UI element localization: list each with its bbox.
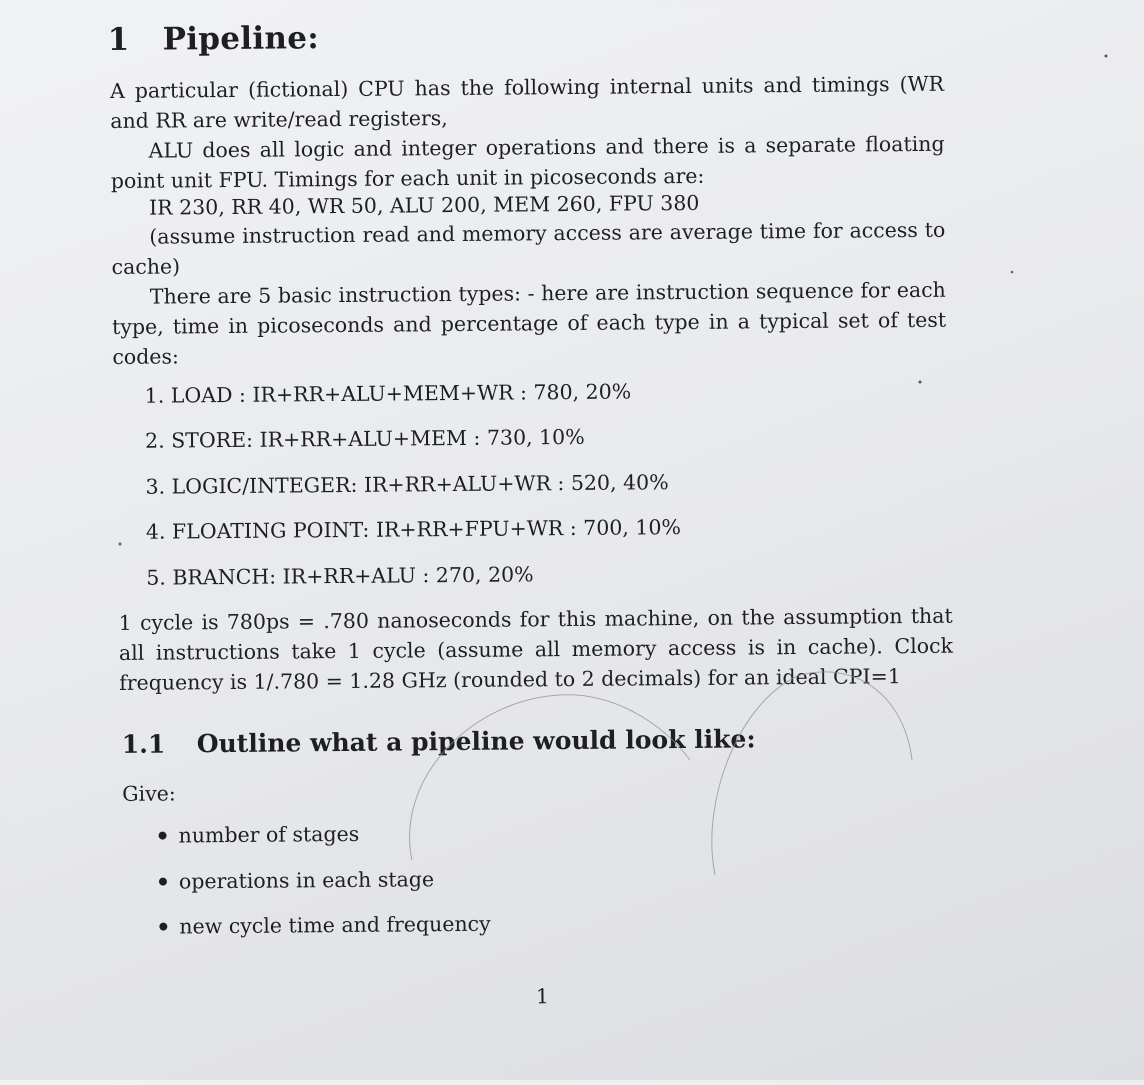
cycle-paragraph: 1 cycle is 780ps = .780 nanoseconds for this machine, on the assumption that all instructions take 1 cycle (assume all memory access is in cache). Clock frequency is 1/.780 = 1.28 GHz (rounded to 2 decimals) for an ideal CPI=1	[118, 603, 954, 695]
instruction-item-float: 4. FLOATING POINT: IR+RR+FPU+WR : 700, 10%	[145, 515, 682, 544]
page-number: 1	[535, 984, 550, 1009]
intro-paragraph: A particular (fictional) CPU has the following internal units and timings (WR and RR are write/read registers,	[109, 71, 945, 134]
section-title: Pipeline:	[162, 20, 320, 58]
instruction-item-load: 1. LOAD : IR+RR+ALU+MEM+WR : 780, 20%	[144, 379, 632, 408]
bullet-text: new cycle time and frequency	[179, 911, 491, 939]
give-label: Give:	[122, 781, 176, 806]
alu-paragraph: ALU does all logic and integer operations and there is a separate floating point unit FPU. Timings for each unit in picoseconds are:	[110, 131, 945, 194]
bullet-text: operations in each stage	[178, 867, 435, 894]
pencil-arc-right	[712, 672, 912, 875]
dust-mark	[119, 543, 122, 546]
dust-mark	[1105, 55, 1108, 58]
instruction-item-branch: 5. BRANCH: IR+RR+ALU : 270, 20%	[146, 562, 534, 590]
assume-paragraph: (assume instruction read and memory access are average time for access to cache)	[111, 217, 946, 280]
types-paragraph: There are 5 basic instruction types: - here are instruction sequence for each type, time in picoseconds and percentage of each type in a typical set of test codes:	[112, 277, 947, 370]
dust-mark	[919, 381, 922, 384]
section-number: 1	[107, 21, 130, 59]
subsection-title: Outline what a pipeline would look like:	[196, 724, 756, 759]
timings-line: IR 230, RR 40, WR 50, ALU 200, MEM 260, FPU 380	[148, 190, 700, 220]
dust-mark	[1011, 271, 1014, 274]
instruction-item-logic: 3. LOGIC/INTEGER: IR+RR+ALU+WR : 520, 40%	[145, 470, 669, 499]
bullet-text: number of stages	[178, 821, 360, 848]
pencil-arc-left	[410, 695, 690, 860]
subsection-number: 1.1	[121, 729, 166, 759]
instruction-item-store: 2. STORE: IR+RR+ALU+MEM : 730, 10%	[145, 424, 585, 453]
